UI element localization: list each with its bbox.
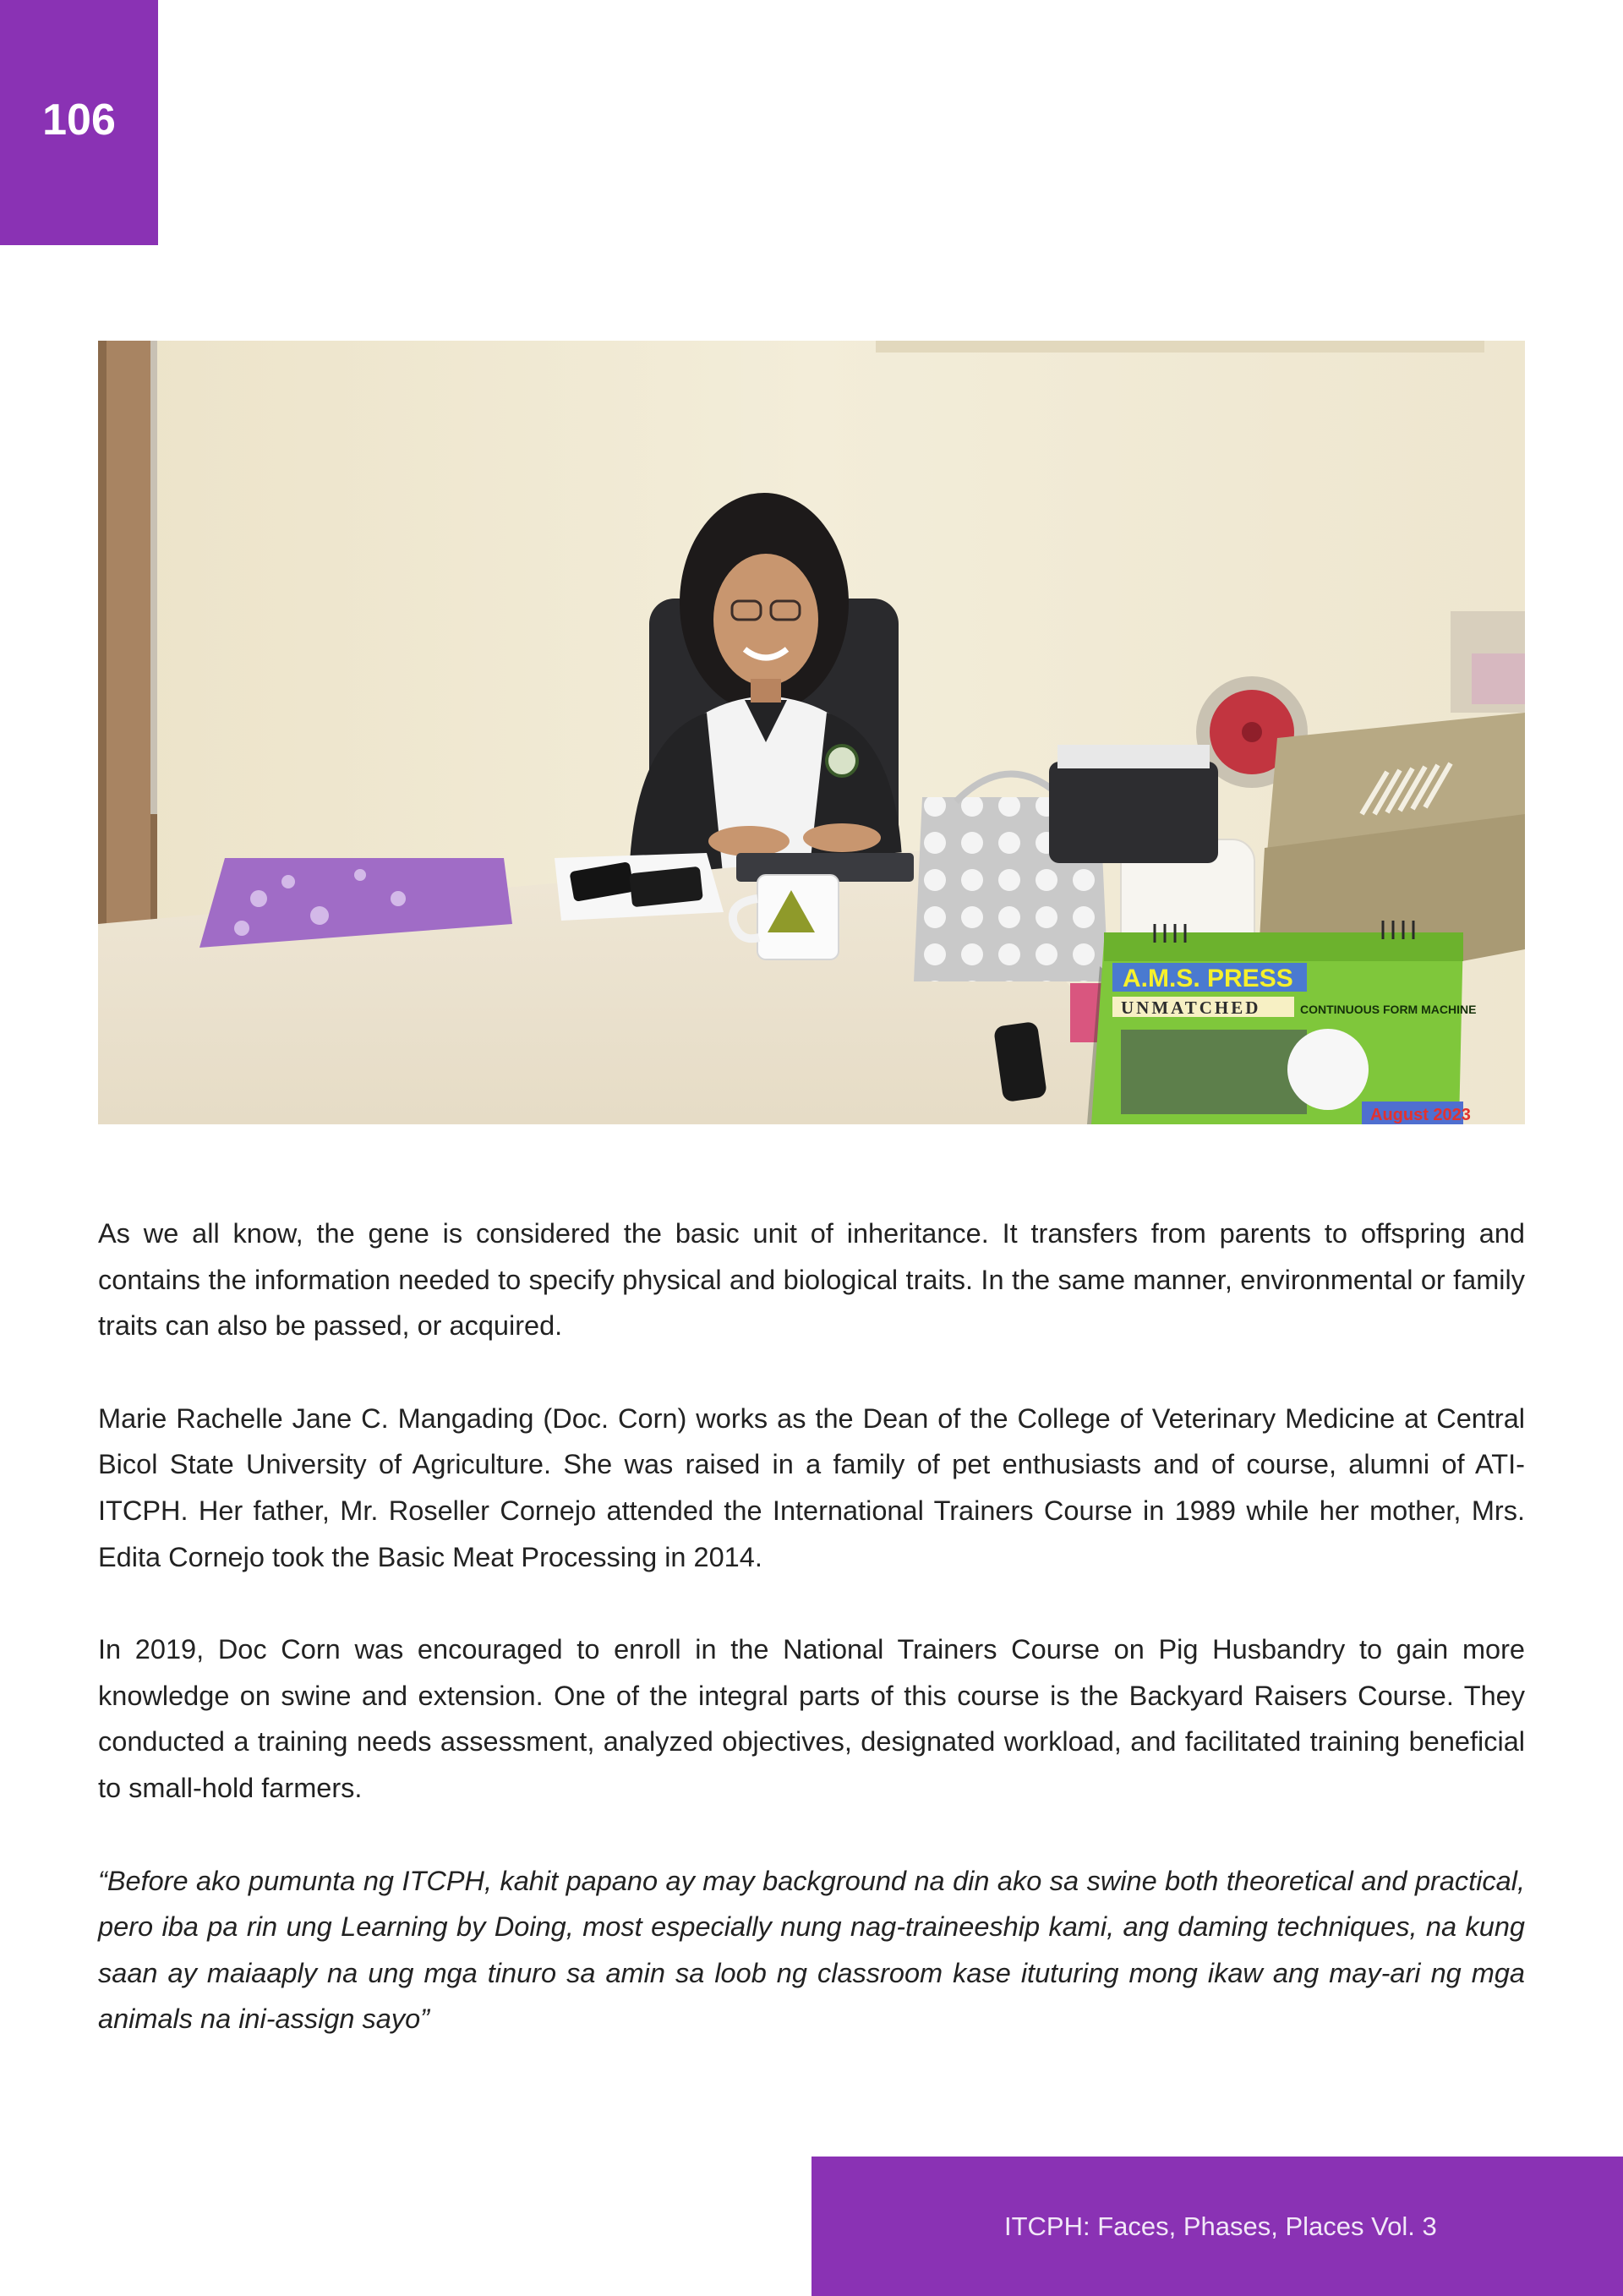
calendar-tagline: UNMATCHED — [1121, 998, 1261, 1018]
paragraph-quote: “Before ako pumunta ng ITCPH, kahit papano ay may background na din ako sa swine both theoretical and practical, pero iba pa rin ung Learning by Doing, most especially nung nag-traineeship kami, ang daming techniques, na kung saan ay maiaaply na ung mga tinuro sa amin sa loob ng classroom kase ituturing mong ikaw ang may-ari ng mga animals na ini-assign sayo” — [98, 1865, 1525, 2035]
portrait-photo — [98, 341, 1525, 1124]
calendar-brand: A.M.S. PRESS — [1123, 965, 1293, 992]
paragraph-trainers-course: In 2019, Doc Corn was encouraged to enroll in the National Trainers Course on Pig Husbandry to gain more knowledge on swine and extension. One of the integral parts of this course is the Backyard Raisers Course. They conducted a training needs assessment, analyzed objectives, designated workload, and facilitated training beneficial to small-hold farmers. — [98, 1634, 1525, 1803]
page-number-tab — [0, 0, 158, 245]
publication-title: ITCPH: Faces, Phases, Places Vol. 3 — [1004, 2211, 1437, 2241]
paragraph-gene-inheritance: As we all know, the gene is considered the basic unit of inheritance. It transfers from parents to offspring and contains the information needed to specify physical and biological traits. In the same manner, environmental or family traits can also be passed, or acquired. — [98, 1218, 1525, 1342]
paragraph-doc-corn-intro: Marie Rachelle Jane C. Mangading (Doc. Corn) works as the Dean of the College of Veterinary Medicine at Central Bicol State University of Agriculture. She was raised in a family of pet enthusiasts and of course, alumni of ATI-ITCPH. Her father, Mr. Roseller Cornejo attended the International Trainers Course in 1989 while her mother, Mrs. Edita Cornejo took the Basic Meat Processing in 2014. — [98, 1402, 1525, 1572]
footer-band — [812, 2157, 1623, 2296]
calendar-month: August 2023 — [1370, 1106, 1471, 1124]
article-body — [98, 1211, 1525, 2089]
office-scene-illustration — [98, 341, 1525, 1124]
page-number: 106 — [42, 96, 116, 145]
calendar-product: CONTINUOUS FORM MACHINE — [1300, 1003, 1477, 1016]
